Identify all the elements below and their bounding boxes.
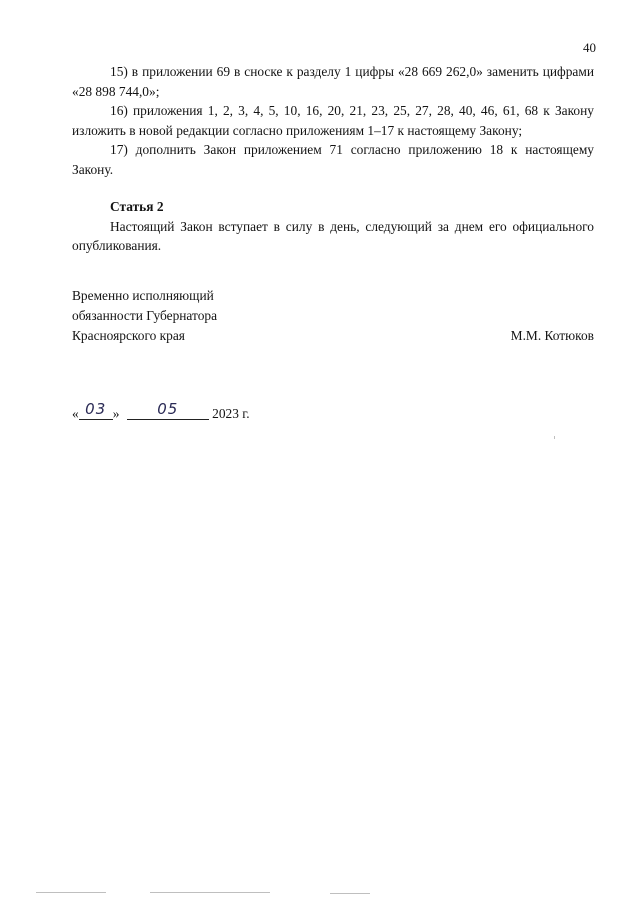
document-body [72,62,594,256]
date-close-quote: » [112,406,120,421]
signatory-title-line-2: обязанности Губернатора [72,308,218,323]
date-day-handwritten: 03 [85,400,107,418]
scan-artifact [330,893,370,894]
scan-artifact [554,436,555,439]
page-number: 40 [583,40,596,55]
article-heading: Статья 2 [110,199,164,214]
signing-date [72,400,250,424]
scan-artifact [150,892,270,893]
paragraph-item-16: 16) приложения 1, 2, 3, 4, 5, 10, 16, 20, 21, 23, 25, 27, 28, 40, 46, 61, 68 к Закону изложить в новой редакции согласно приложениям 1–17 к настоящему Закону; [72,103,594,138]
scan-artifact [36,892,106,893]
signatory-title-line-3: Красноярского края [72,328,185,343]
date-day-blank [79,400,113,420]
date-month-handwritten: 05 [157,400,179,418]
signature-block [72,286,594,346]
signatory-name: М.М. Котюков [510,328,594,343]
date-year: 2023 г. [212,406,250,421]
date-open-quote: « [72,406,79,421]
article-text: Настоящий Закон вступает в силу в день, следующий за днем его официального опубликования. [72,218,594,253]
paragraph-item-17: 17) дополнить Закон приложением 71 согласно приложению 18 к настоящему Закону. [72,142,594,177]
signatory-title-line-1: Временно исполняющий [72,288,214,303]
date-month-blank [127,400,209,420]
paragraph-item-15: 15) в приложении 69 в сноске к разделу 1 цифры «28 669 262,0» заменить цифрами «28 898 744,0»; [72,64,594,99]
